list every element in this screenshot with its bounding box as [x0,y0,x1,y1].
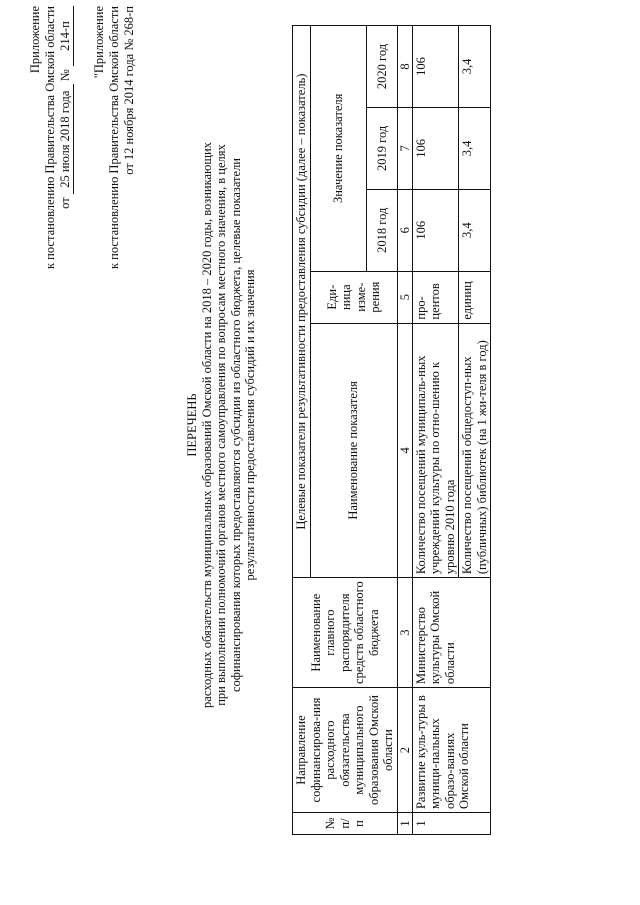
indicator-2018: 106 [412,189,459,271]
indicator-name: Количество посещений муниципаль-ных учреждений культуры по отно-шению к уровню 2010 года [412,323,459,578]
header-direction: Направление софинансирова-ния расходного обязательства муниципального образования Омской области [293,688,398,813]
column-numbers-row: 1 2 3 4 5 6 7 8 [397,26,412,835]
indicator-2019: 3,4 [459,107,491,189]
indicator-2020: 3,4 [459,26,491,108]
header-indicator-name: Наименование показателя [310,323,397,578]
appendix-header [28,6,74,269]
header-no: № п/п [293,813,398,835]
indicator-name: Количество посещений общедоступ-ных (публичных) библиотек (на 1 жи-теля в год) [459,323,491,578]
table-row [412,26,459,835]
document-title: ПЕРЕЧЕНЬ расходных обязательств муниципальных образований Омской области на 2018 – 2020 годы, возникающих при выполнении полномочий органов местного самоуправления по вопросам местного значения, в целях софинансирования которых предоставляются субсидии из областного бюджета, целевые показатели результативности предоставления субсидий и их значения [185,5,258,845]
resolution-ref: к постановлению Правительства Омской области [43,6,57,270]
appendix-label: Приложение [28,6,42,74]
header-value: Значение показателя [310,26,367,272]
indicator-unit: про-центов [412,271,459,323]
header-2018: 2018 год [367,189,398,271]
subsidy-table [292,25,491,835]
resolution-number: 214-п [58,6,74,66]
header-2020: 2020 год [367,26,398,108]
header-2019: 2019 год [367,107,398,189]
header-distributor: Наименование главного распорядителя средств областного бюджета [293,578,398,688]
indicator-2020: 106 [412,26,459,108]
indicator-2019: 106 [412,107,459,189]
indicator-unit: единиц [459,271,491,323]
row-distributor: Министерство культуры Омской области [412,578,491,688]
title-heading: ПЕРЕЧЕНЬ [185,393,199,457]
indicator-2018: 3,4 [459,189,491,271]
header-unit: Еди-ница изме-рения [310,271,397,323]
resolution-date-line: от 25 июля 2018 года № 214-п [58,6,74,269]
row-direction: Развитие куль-туры в муници-пальных образо-ваниях Омской области [412,688,491,813]
header-indicators: Целевые показатели результативности предоставления субсидии (далее – показатель) [293,26,311,578]
previous-appendix-header: "Приложение к постановлению Правительства Омской области от 12 ноября 2014 года № 268-п [92,6,136,270]
resolution-date: 25 июля 2018 года [58,84,74,194]
row-number: 1 [412,813,491,835]
